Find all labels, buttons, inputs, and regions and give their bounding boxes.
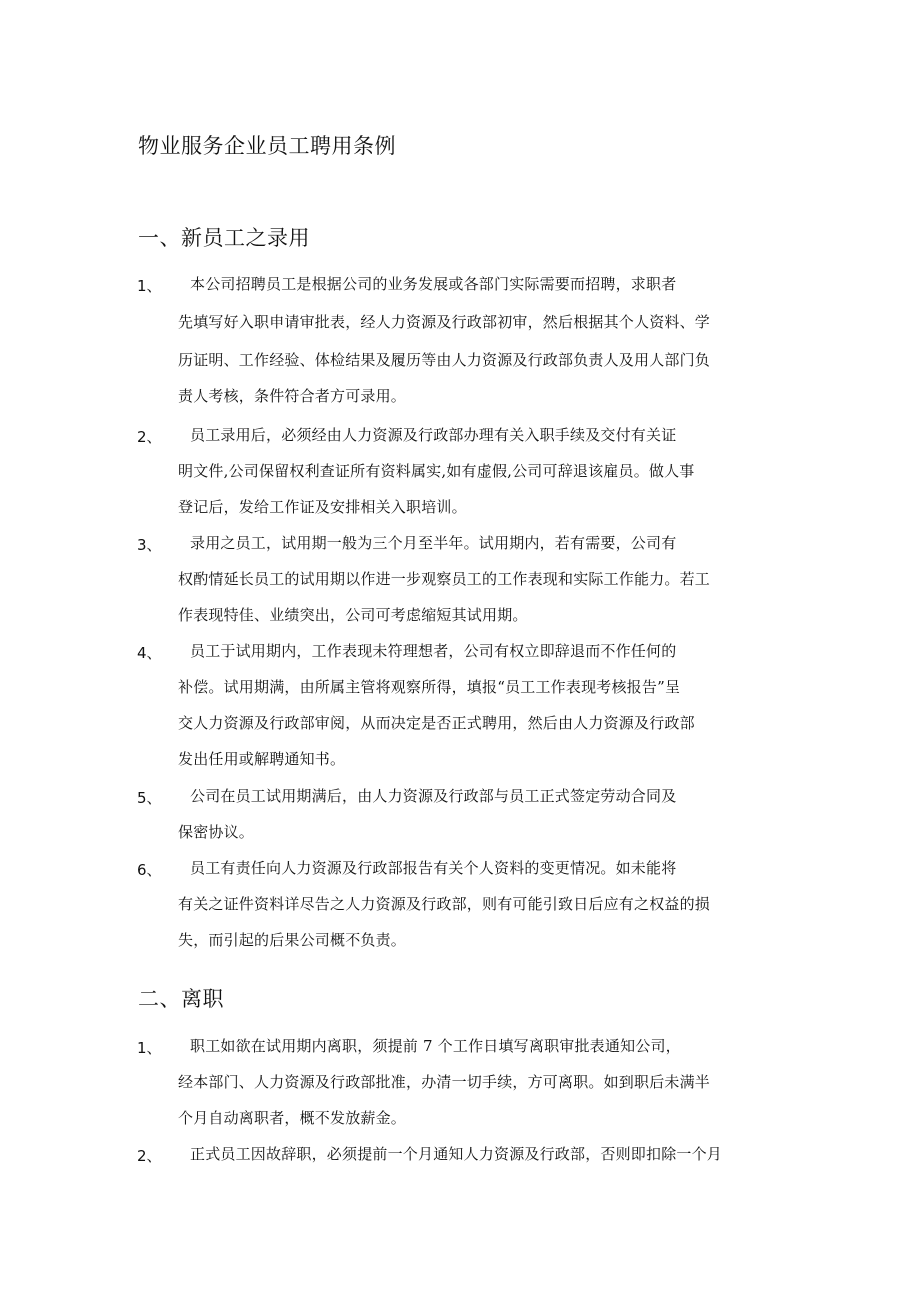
item-text-line: 员工录用后，必须经由人力资源及行政部办理有关入职手续及交付有关证: [190, 426, 677, 444]
item-text-line: 员工有责任向人力资源及行政部报告有关个人资料的变更情况。如未能将: [190, 859, 677, 877]
item-text-line: 失，而引起的后果公司概不负责。: [178, 931, 407, 949]
item-text-line: 交人力资源及行政部审阅，从而决定是否正式聘用，然后由人力资源及行政部: [178, 714, 695, 732]
item-text-line: 公司在员工试用期满后，由人力资源及行政部与员工正式签定劳动合同及: [190, 787, 677, 805]
item-text-line: 正式员工因故辞职，必须提前一个月通知人力资源及行政部，否则即扣除一个月: [190, 1145, 723, 1163]
item-number: 1、: [137, 277, 162, 295]
item-number: 1、: [137, 1039, 162, 1057]
item-number: 5、: [137, 789, 162, 807]
section-heading-new-employee-hiring: 一、新员工之录用: [138, 226, 310, 250]
item-number: 2、: [137, 428, 162, 446]
item-text-line: 本公司招聘员工是根据公司的业务发展或各部门实际需要而招聘，求职者: [190, 275, 677, 293]
item-number: 2、: [137, 1147, 162, 1165]
section-heading-resignation: 二、离职: [138, 987, 224, 1011]
item-number: 6、: [137, 861, 162, 879]
item-text-line: 登记后，发给工作证及安排相关入职培训。: [178, 498, 467, 516]
item-text-line: 明文件,公司保留权利查证所有资料属实,如有虚假,公司可辞退该雇员。做人事: [178, 462, 695, 480]
item-text-line: 发出任用或解聘通知书。: [178, 750, 346, 768]
item-text-line: 员工于试用期内，工作表现未符理想者，公司有权立即辞退而不作任何的: [190, 642, 677, 660]
item-text-line: 历证明、工作经验、体检结果及履历等由人力资源及行政部负责人及用人部门负: [178, 351, 711, 369]
item-text-line: 责人考核，条件符合者方可录用。: [178, 387, 407, 405]
item-text-line: 有关之证件资料详尽告之人力资源及行政部，则有可能引致日后应有之权益的损: [178, 895, 711, 913]
item-text-line: 录用之员工，试用期一般为三个月至半年。试用期内，若有需要，公司有: [190, 534, 677, 552]
item-text-line: 作表现特佳、业绩突出，公司可考虑缩短其试用期。: [178, 606, 528, 624]
item-text-line: 保密协议。: [178, 823, 255, 841]
item-number: 3、: [137, 536, 162, 554]
item-text-line: 先填写好入职申请审批表，经人力资源及行政部初审，然后根据其个人资料、学: [178, 313, 711, 331]
item-text-line: 个月自动离职者，概不发放薪金。: [178, 1109, 407, 1127]
item-number: 4、: [137, 644, 162, 662]
item-text-line: 权酌情延长员工的试用期以作进一步观察员工的工作表现和实际工作能力。若工: [178, 570, 711, 588]
item-text-line: 经本部门、人力资源及行政部批准，办清一切手续，方可离职。如到职后未满半: [178, 1073, 711, 1091]
item-text-line: 补偿。试用期满，由所属主管将观察所得，填报“员工工作表现考核报告”呈: [178, 678, 681, 696]
item-text-line: 职工如欲在试用期内离职，须提前 7 个工作日填写离职审批表通知公司，: [190, 1037, 681, 1055]
document-title: 物业服务企业员工聘用条例: [138, 134, 396, 158]
